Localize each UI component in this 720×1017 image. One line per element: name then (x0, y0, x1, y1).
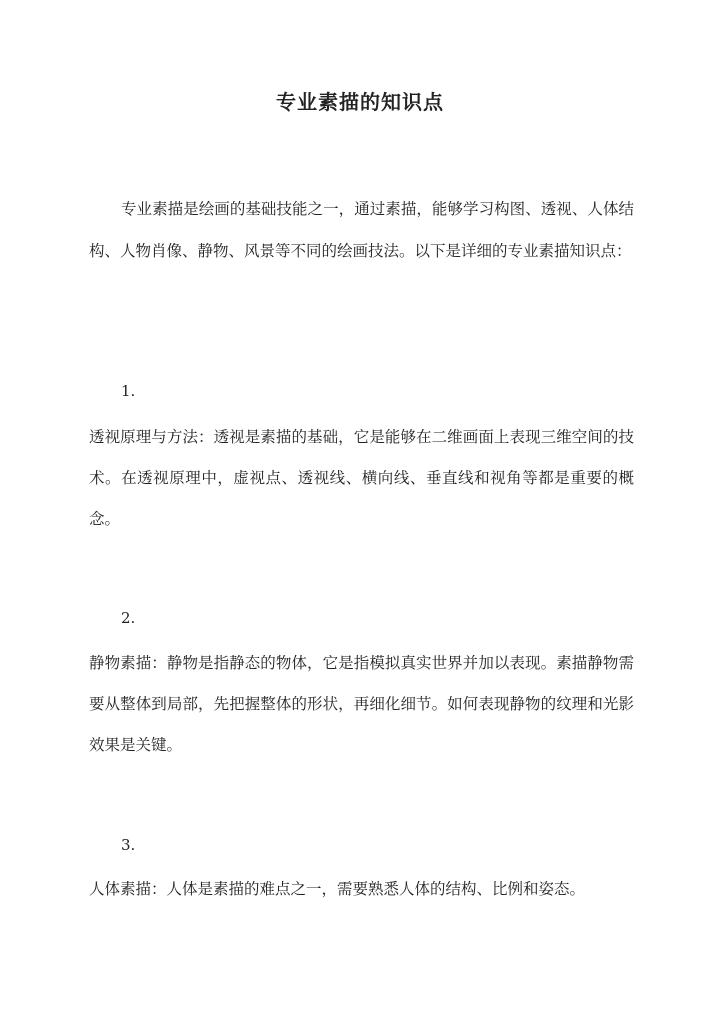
section-text-human-figure: 人体素描：人体是素描的难点之一，需要熟悉人体的结构、比例和姿态。 (89, 880, 586, 898)
section-text-still-life: 静物素描：静物是指静态的物体，它是指模拟真实世界并加以表现。素描静物需要从整体到局部，先把握整体的形状，再细化细节。如何表现静物的纹理和光影效果是关键。 (89, 654, 634, 754)
intro-paragraph: 专业素描是绘画的基础技能之一，通过素描，能够学习构图、透视、人体结构、人物肖像、静物、风景等不同的绘画技法。以下是详细的专业素描知识点： (89, 200, 634, 260)
section-text-perspective: 透视原理与方法：透视是素描的基础，它是能够在二维画面上表现三维空间的技术。在透视原理中，虚视点、透视线、横向线、垂直线和视角等都是重要的概念。 (89, 428, 634, 528)
page-title: 专业素描的知识点 (276, 90, 444, 114)
section-number-3: 3. (121, 836, 136, 854)
section-number-2: 2. (121, 609, 136, 627)
section-number-1: 1. (121, 382, 136, 400)
